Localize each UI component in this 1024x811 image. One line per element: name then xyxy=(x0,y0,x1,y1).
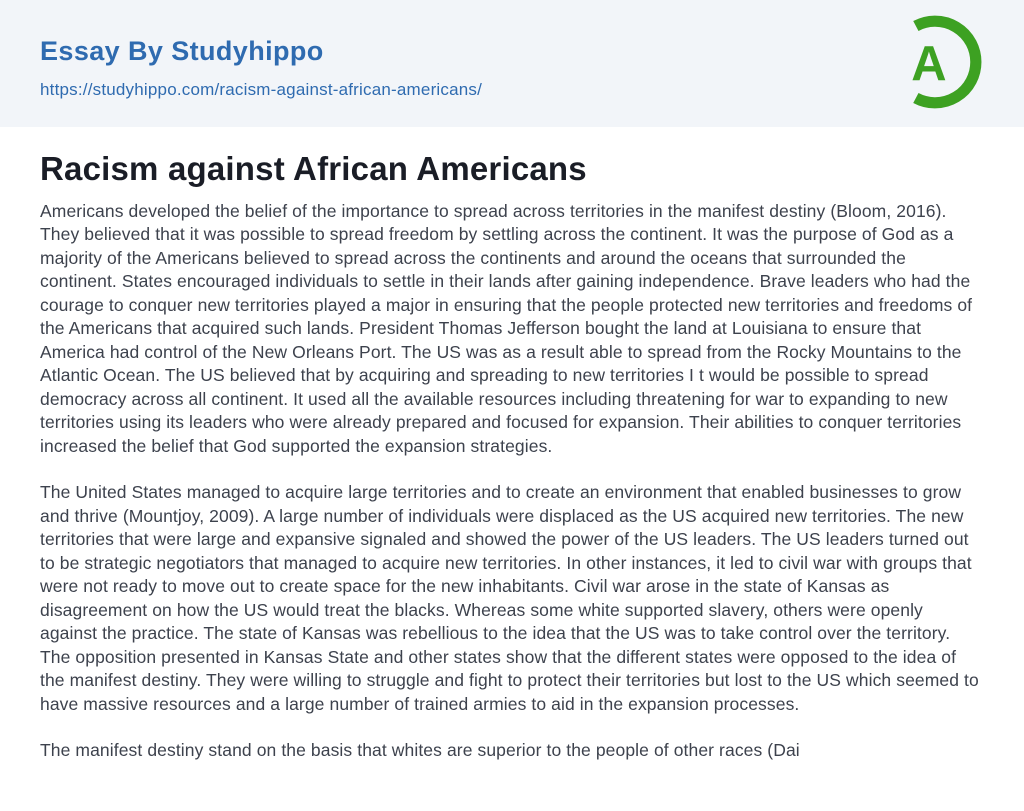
studyhippo-logo-icon xyxy=(882,11,984,113)
article-paragraph-3: The manifest destiny stand on the basis that whites are superior to the people of other races (Dai xyxy=(40,740,800,761)
page-url-link[interactable]: https://studyhippo.com/racism-against-african-americans/ xyxy=(40,79,483,99)
site-title: Essay By Studyhippo xyxy=(40,36,324,66)
article-title: Racism against African Americans xyxy=(40,150,587,187)
logo-letter: A xyxy=(911,37,947,92)
page-header xyxy=(0,0,1024,127)
article-paragraph-1: Americans developed the belief of the importance to spread across territories in the manifest destiny (Bloom, 2016). They believed that it was possible to spread freedom by settling across the continent. It was the purpose of God as a majority of the Americans believed to spread across the continents and around the oceans that surrounded the continent. States encouraged individuals to settle in their lands after gaining independence. Brave leaders who had the courage to conquer new territories played a major in ensuring that the people protected new territories and freedoms of the Americans that acquired such lands. President Thomas Jefferson bought the land at Louisiana to ensure that America had control of the New Orleans Port. The US was as a result able to spread from the Rocky Mountains to the Atlantic Ocean. The US believed that by acquiring and spreading to new territories I t would be possible to spread democracy across all continent. It used all the available resources including threatening for war to expanding to new territories using its leaders who were already prepared and focused for expansion. Their abilities to conquer territories increased the belief that God supported the expansion strategies. xyxy=(40,200,973,456)
article-body xyxy=(0,149,1024,763)
header-text-block xyxy=(0,0,1024,100)
article-paragraph-2: The United States managed to acquire large territories and to create an environment that enabled businesses to grow and thrive (Mountjoy, 2009). A large number of individuals were displaced as the US acquired new territories. The new territories that were large and expansive signaled and showed the power of the US leaders. The US leaders turned out to be strategic negotiators that managed to acquire new territories. In other instances, it led to civil war with groups that were not ready to move out to create space for the new inhabitants. Civil war arose in the state of Kansas as disagreement on how the US would treat the blacks. Whereas some white supported slavery, others were openly against the practice. The state of Kansas was rebellious to the idea that the US was to take control over the territory. The opposition presented in Kansas State and other states show that the different states were opposed to the idea of the manifest destiny. They were willing to struggle and fight to protect their territories but lost to the US which seemed to have massive resources and a large number of trained armies to aid in the expansion processes. xyxy=(40,482,979,714)
